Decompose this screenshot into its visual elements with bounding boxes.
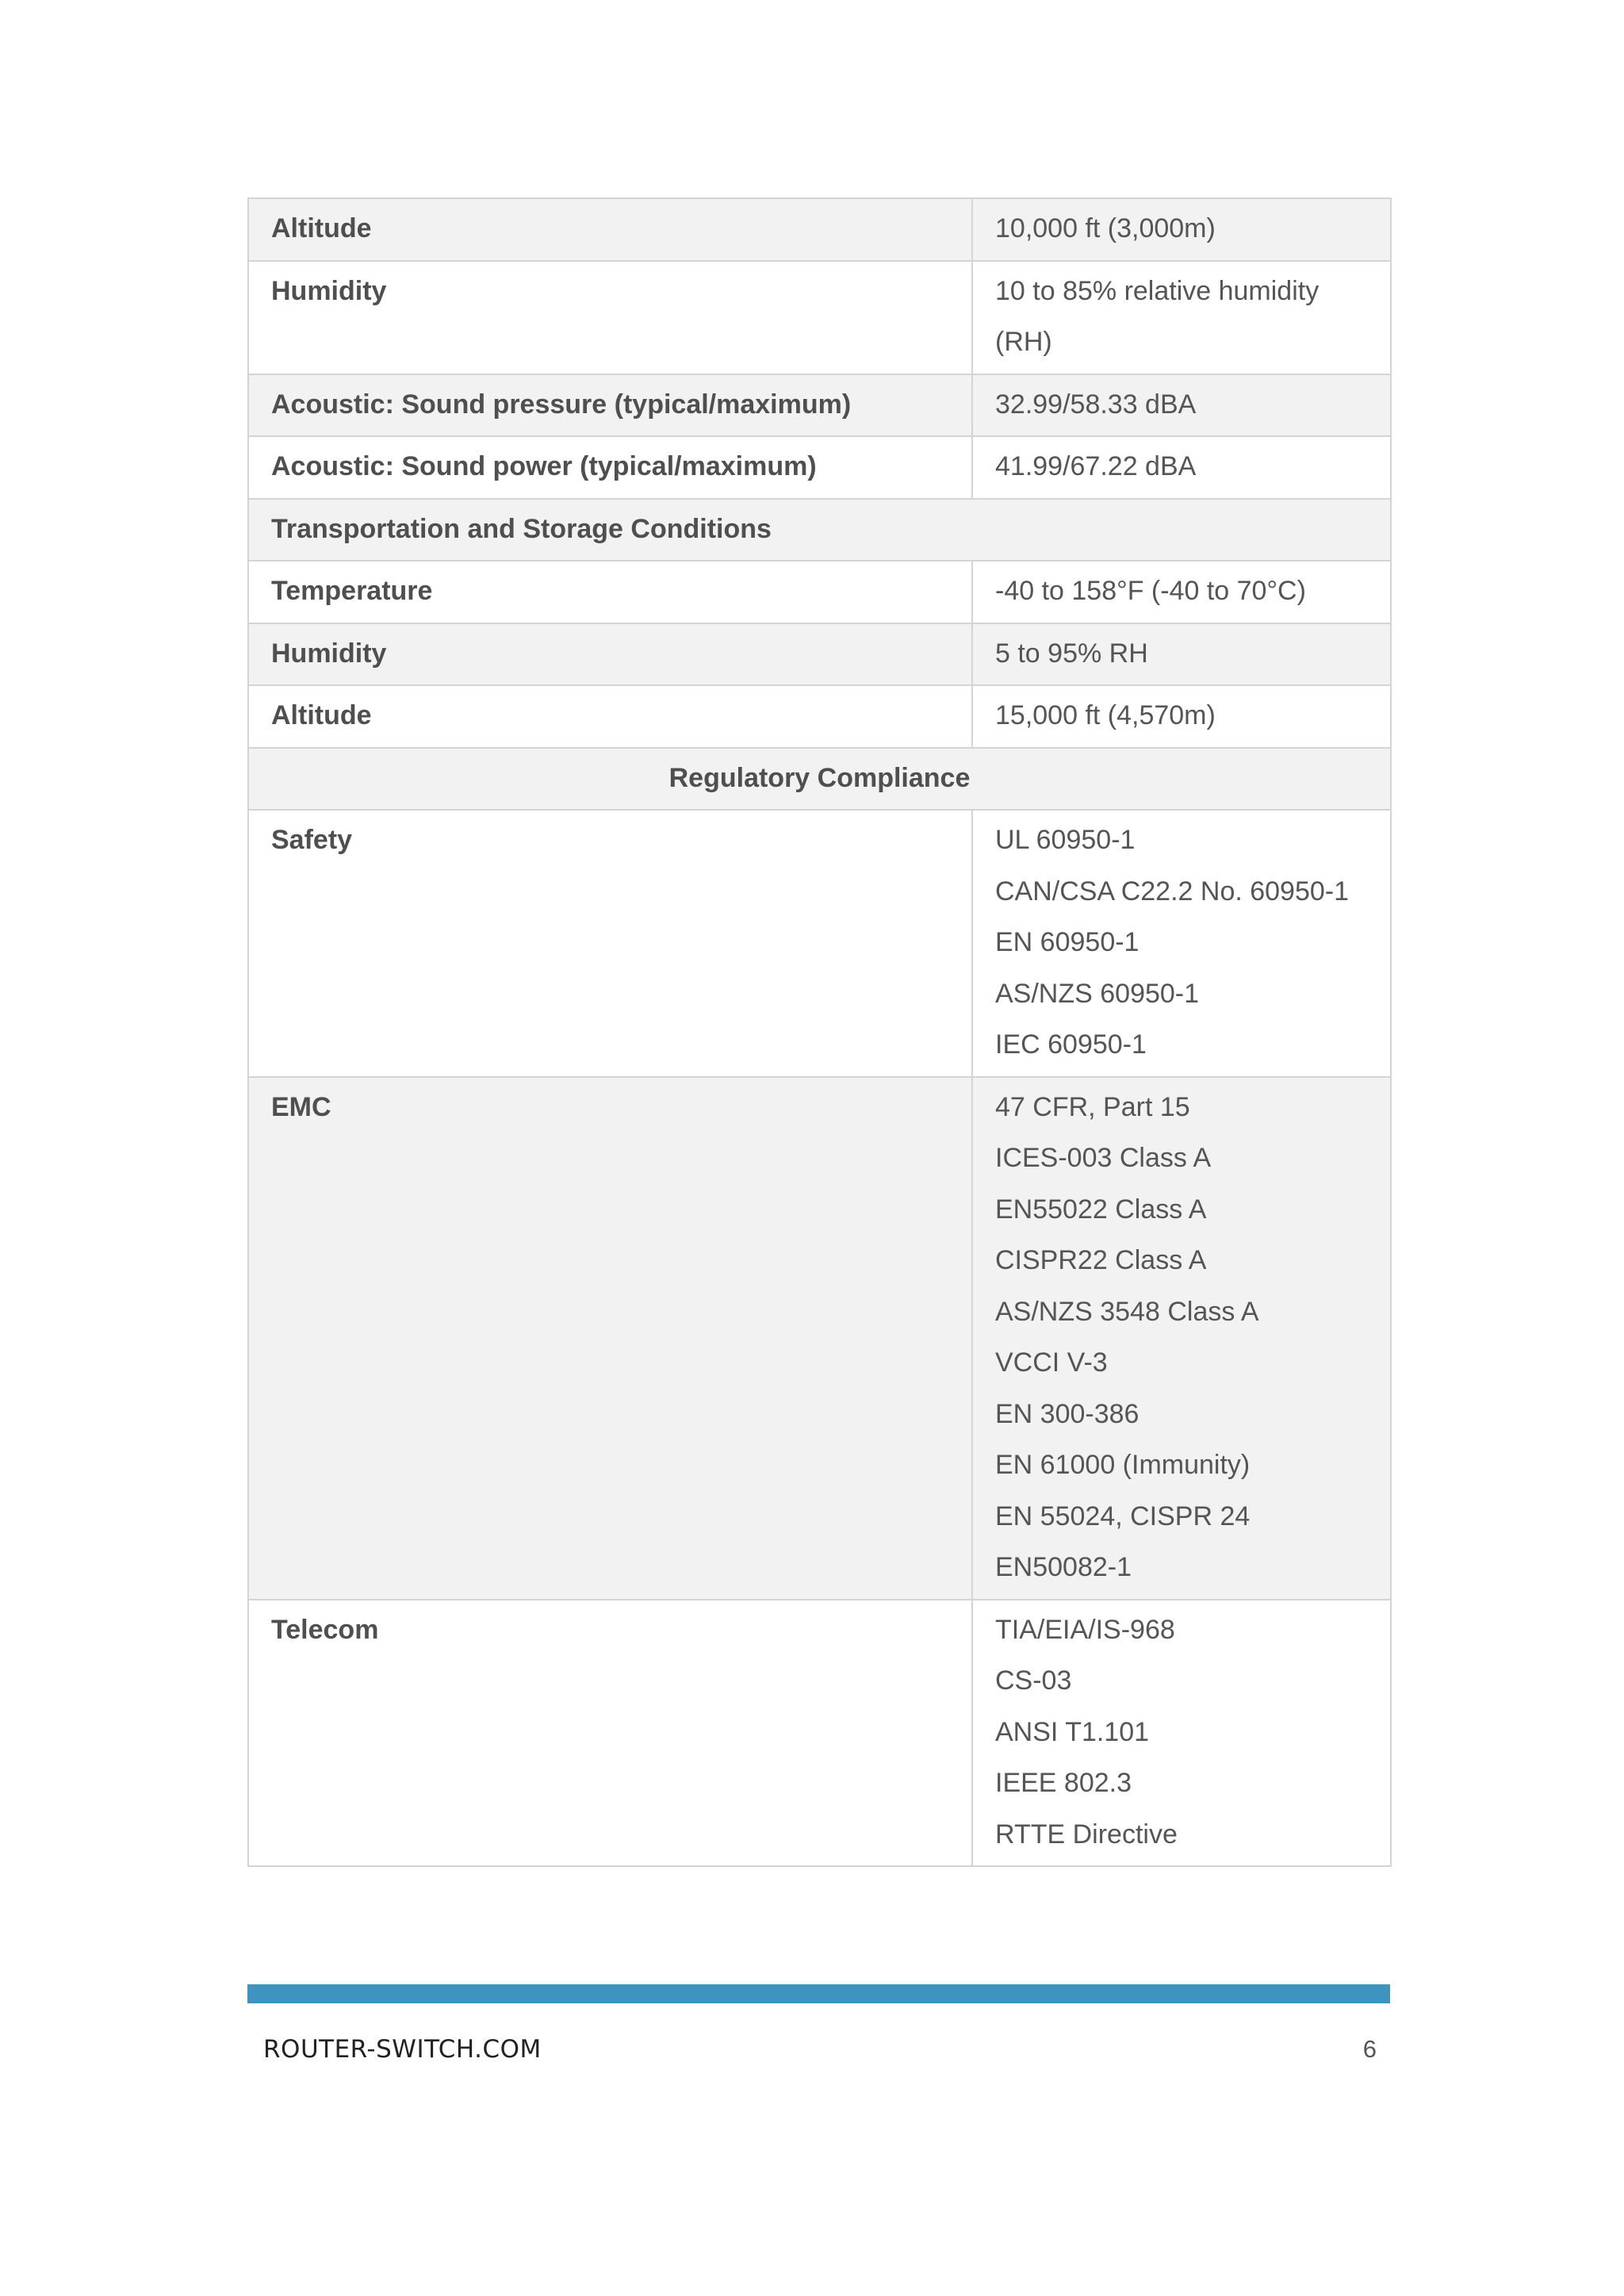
value-line: 47 CFR, Part 15 [995,1091,1190,1122]
row-label: Humidity [248,623,972,686]
row-label: Altitude [248,198,972,261]
value-line: IEC 60950-1 [995,1029,1147,1060]
row-value-list [972,1600,1391,1867]
value-line: ANSI T1.101 [995,1716,1150,1747]
row-label: Altitude [248,685,972,748]
footer-divider-bar [247,1984,1390,2003]
value-line: CAN/CSA C22.2 No. 60950-1 [995,876,1350,907]
table-row [248,810,1391,1077]
value-line: VCCI V-3 [995,1347,1108,1378]
specifications-table [247,197,1392,1867]
value-line: AS/NZS 3548 Class A [995,1296,1259,1327]
section-header-regulatory: Regulatory Compliance [248,748,1391,811]
table-row [248,374,1391,437]
row-value: 15,000 ft (4,570m) [972,685,1391,748]
row-value-list [972,1077,1391,1600]
value-line: EN 61000 (Immunity) [995,1450,1251,1480]
row-label: Acoustic: Sound pressure (typical/maximum) [248,374,972,437]
footer-site-name: ROUTER-SWITCH.COM [263,2035,542,2064]
table-row [248,685,1391,748]
table-row [248,436,1391,499]
row-value: -40 to 158°F (-40 to 70°C) [972,561,1391,623]
value-line: EN 55024, CISPR 24 [995,1501,1251,1531]
value-line: EN 60950-1 [995,927,1139,957]
table-row [248,198,1391,261]
table-row [248,623,1391,686]
row-value: 10,000 ft (3,000m) [972,198,1391,261]
value-line: TIA/EIA/IS-968 [995,1614,1175,1645]
table-row [248,1077,1391,1600]
row-label: Temperature [248,561,972,623]
table-row [248,261,1391,374]
row-label: EMC [248,1077,972,1600]
section-header-row [248,499,1391,562]
row-label: Telecom [248,1600,972,1867]
row-value: 5 to 95% RH [972,623,1391,686]
value-line: ICES-003 Class A [995,1143,1212,1173]
value-line: RTTE Directive [995,1819,1178,1849]
section-header-transportation: Transportation and Storage Conditions [248,499,1391,562]
table-row [248,561,1391,623]
row-label: Safety [248,810,972,1077]
table-row [248,1600,1391,1867]
row-value: 32.99/58.33 dBA [972,374,1391,437]
page-number: 6 [1362,2035,1377,2063]
value-line: EN55022 Class A [995,1194,1207,1225]
value-line: EN50082-1 [995,1552,1132,1582]
value-line: IEEE 802.3 [995,1768,1132,1798]
value-line: EN 300-386 [995,1398,1139,1429]
row-label: Acoustic: Sound power (typical/maximum) [248,436,972,499]
section-header-row [248,748,1391,811]
row-value-list [972,810,1391,1077]
row-value: 41.99/67.22 dBA [972,436,1391,499]
value-line: CS-03 [995,1665,1072,1696]
row-value: 10 to 85% relative humidity (RH) [972,261,1391,374]
value-line: UL 60950-1 [995,825,1136,855]
value-line: AS/NZS 60950-1 [995,978,1200,1009]
row-label: Humidity [248,261,972,374]
value-line: CISPR22 Class A [995,1245,1207,1275]
